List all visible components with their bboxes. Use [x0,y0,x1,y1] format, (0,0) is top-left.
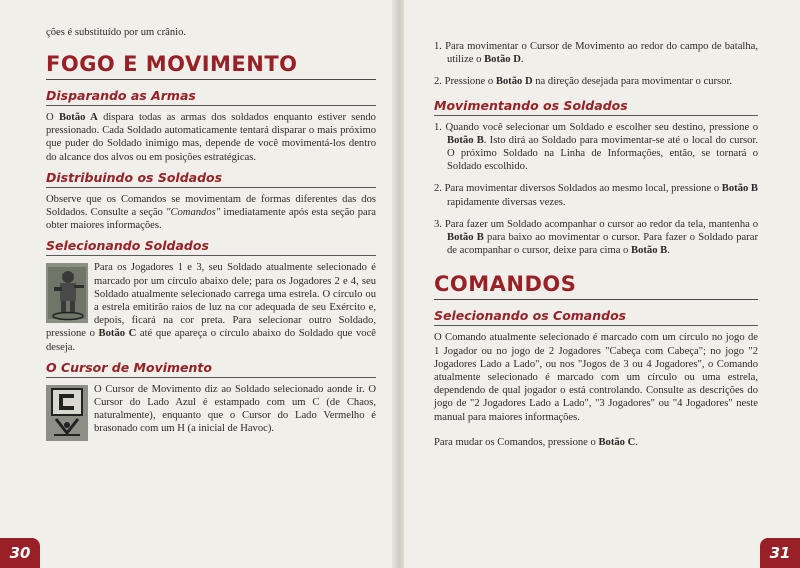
list-item: 2. Para movimentar diversos Soldados ao mesmo local, pressione o Botão B rapidamente diversas vezes. [434,183,758,208]
heading-selecionando-os-comandos: Selecionando os Comandos [434,308,758,326]
paragraph-mudar-comandos: Para mudar os Comandos, pressione o Botão C. [434,436,638,448]
heading-disparando-as-armas: Disparando as Armas [46,88,376,106]
heading-distribuindo-os-soldados: Distribuindo os Soldados [46,170,376,188]
left-page-content [46,26,376,443]
paragraph-cursor-de-movimento: O Cursor de Movimento diz ao Soldado selecionado aonde ir. O Cursor do Lado Azul é estampado com um C (de Chaos, naturalmente), enquanto que o Cursor do Lado Vermelho é brasonado com um H (a inicial de Havoc). [94,383,376,435]
paragraph-selecionando-soldados: Para os Jogadores 1 e 3, seu Soldado atualmente selecionado é marcado por um círculo abaixo dele; para os Jogadores 2 e 4, seu Soldado atualmente selecionado carrega uma estrela. O círculo ou a estrela emitirão raios de luz na cor adequada de seu Exército e, depois, ficará na cor preta. Para selecionar outro Soldado, pressione o Botão C até que apareça o círculo abaixo do Soldado que você deseja. [46,262,376,353]
soldier-sprite-icon [46,263,88,323]
section-title-fogo-e-movimento: FOGO E MOVIMENTO [46,51,376,80]
cursor-de-movimento-block [46,383,376,436]
list-item: 1. Quando você selecionar um Soldado e escolher seu destino, pressione o Botão B. Isto dirá ao Soldado para movimentar-se até o local do cursor. O próximo Soldado na Linha de Informações, então, se tornará o Soldado escolhido. [434,121,759,173]
continuation-text: ções é substituído por um crânio. [46,27,187,38]
movement-cursor-icon [46,385,88,441]
list-item: 1. Para movimentar o Cursor de Movimento ao redor do campo de batalha, utilize o Botão D. [434,41,758,66]
section-title-comandos: COMANDOS [434,271,758,300]
right-page-content [434,40,758,455]
left-page [0,0,396,568]
cursor-steps-list [434,40,758,89]
right-page [404,0,800,568]
list-item: 3. Para fazer um Soldado acompanhar o cursor ao redor da tela, mantenha o Botão B para baixo ao movimentar o cursor. Para fazer o Soldado parar de acompanhar o cursor, deixe para cima o Botão B. [434,218,758,257]
paragraph-selecionando-comandos: O Comando atualmente selecionado é marcado com um círculo no jogo de 1 Jogador ou no jogo de 2 Jogadores "Cabeça com Cabeça"; no jogo "2 Jogadores Lado a Lado", ou nos "Jogos de 3 ou 4 Jogadores", o Comando atualmente selecionado é marcado com um círculo ou uma estrela, dependendo de qual jogador o está controlando. Consulte as descrições do jogo de "2 Jogadores Lado a Lado", "3 Jogadores" ou "4 Jogadores" neste manual para maiores informações. [434,332,758,423]
heading-selecionando-soldados: Selecionando Soldados [46,238,376,256]
heading-o-cursor-de-movimento: O Cursor de Movimento [46,360,376,378]
paragraph-disparando: O Botão A dispara todas as armas dos soldados enquanto estiver sendo pressionado. Cada Soldado automaticamente tentará disparar o mais próximo que puder do Soldado inimigo mas, depende de você movimentá-los dentro do alcance dos alvos ou em posições estratégicas. [46,112,376,163]
paragraph-distribuindo: Observe que os Comandos se movimentam de formas diferentes das dos Soldados. Consulte a seção "Comandos" imediatamente após esta seção para obter maiores informações. [46,193,376,232]
page-number-right: 31 [760,538,800,568]
page-number-left: 30 [0,538,40,568]
selecionando-soldados-block [46,261,376,353]
list-item: 2. Pressione o Botão D na direção desejada para movimentar o cursor. [434,76,733,88]
movimentando-steps-list [434,121,758,258]
heading-movimentando-os-soldados: Movimentando os Soldados [434,98,758,116]
